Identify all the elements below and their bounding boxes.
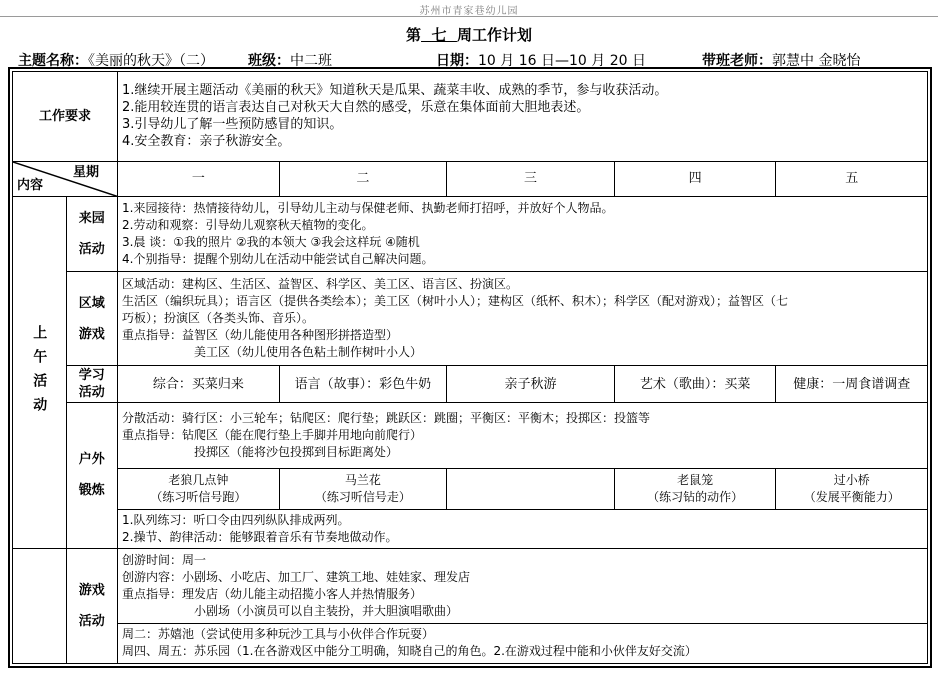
play-line: 创游时间：周一 [122, 552, 207, 567]
area-item: 生活区（编织玩具）；语言区（提供各类绘本）；美工区（树叶小人）；建构区（纸杯、积木）；科学区（配对游戏）；益智区（七 [122, 294, 789, 309]
play-label: 游戏 活动 [66, 548, 118, 663]
outdoor-lines [118, 402, 928, 469]
play-extra [118, 623, 928, 663]
weekly-plan-table [12, 71, 928, 664]
area-item: 区域活动：建构区、生活区、益智区、科学区、美工区、语言区、扮演区。 [122, 277, 519, 292]
day-header: 一 [118, 161, 280, 196]
work-items [118, 72, 928, 162]
work-item: 3.引导幼儿了解一些预防感冒的知识。 [122, 117, 343, 133]
play-line: 重点指导：理发店（幼儿能主动招揽小客人并热情服务） [122, 586, 423, 601]
arrival-label: 来园 活动 [66, 197, 118, 272]
outdoor-drill: 1.队列练习：听口令由四列纵队排成两列。 [122, 512, 350, 527]
page-title [0, 24, 938, 45]
outdoor-game: 过小桥 （发展平衡能力） [776, 469, 928, 509]
outdoor-line: 投掷区（能将沙包投掷到目标距离处） [194, 445, 399, 460]
day-header: 五 [776, 161, 928, 196]
title-week: 七 [431, 26, 447, 44]
outdoor-drills [118, 509, 928, 548]
corner-content-label: 内容 [17, 178, 44, 194]
weekday-corner-cell [13, 161, 118, 196]
title-prefix: 第 [406, 26, 422, 44]
outdoor-game: 马兰花 （练习听信号走） [279, 469, 447, 509]
class-info: 班级：中二班 [248, 53, 332, 69]
day-header: 二 [279, 161, 447, 196]
play-extra-line: 周二：苏嬉池（尝试使用多种玩沙工具与小伙伴合作玩耍） [122, 627, 435, 642]
study-day: 语言（故事）：彩色牛奶 [279, 366, 447, 402]
arrival-items [118, 197, 928, 272]
morning-label-blank [13, 548, 67, 663]
study-day: 综合：买菜归来 [118, 366, 280, 402]
day-header: 四 [614, 161, 776, 196]
area-item: 美工区（幼儿使用各色粘土制作树叶小人） [194, 345, 423, 360]
play-extra-line: 周四、周五：苏乐园（1.在各游戏区中能分工明确，知晓自己的角色。2.在游戏过程中能和小伙伴友好交流） [122, 644, 697, 659]
area-item: 重点指导：益智区（幼儿能使用各种图形拼搭造型） [122, 328, 399, 343]
date-info: 日期：10 月 16 日—10 月 20 日 [436, 53, 646, 69]
outdoor-label: 户外 锻炼 [66, 402, 118, 548]
play-line: 创游内容：小剧场、小吃店、加工厂、建筑工地、娃娃家、理发店 [122, 569, 471, 584]
arrival-item: 4.个别指导：提醒个别幼儿在活动中能尝试自己解决问题。 [122, 251, 434, 266]
study-day: 亲子秋游 [447, 366, 615, 402]
work-item: 2.能用较连贯的语言表达自己对秋天大自然的感受，乐意在集体面前大胆地表述。 [122, 100, 590, 116]
theme-info: 主题名称：《美丽的秋天》（二） [18, 53, 214, 69]
arrival-item: 1.来园接待：热情接待幼儿，引导幼儿主动与保健老师、执勤老师打招呼，并放好个人物品。 [122, 200, 614, 215]
area-items [118, 271, 928, 366]
work-item: 4.安全教育：亲子秋游安全。 [122, 134, 291, 150]
study-label: 学习 活动 [66, 366, 118, 402]
outdoor-line: 重点指导：钻爬区（能在爬行垫上手脚并用地向前爬行） [122, 428, 423, 443]
play-lines [118, 548, 928, 623]
outdoor-game: 老狼几点钟 （练习听信号跑） [118, 469, 280, 509]
outdoor-line: 分散活动：骑行区：小三轮车；钻爬区：爬行垫；跳跃区：跳圈；平衡区：平衡木；投掷区：投篮等 [122, 411, 651, 426]
morning-label: 上午活动 [13, 197, 67, 549]
arrival-item: 3.晨 谈：①我的照片 ②我的本领大 ③我会这样玩 ④随机 [122, 234, 420, 249]
area-label: 区域 游戏 [66, 271, 118, 366]
work-item: 1.继续开展主题活动《美丽的秋天》知道秋天是瓜果、蔬菜丰收、成熟的季节，参与收获活动。 [122, 83, 668, 99]
title-suffix: 周工作计划 [456, 26, 532, 44]
study-day: 健康：一周食谱调查 [776, 366, 928, 402]
play-line: 小剧场（小演员可以自主装扮，并大胆演唱歌曲） [194, 603, 459, 618]
outdoor-game [447, 469, 615, 509]
arrival-item: 2.劳动和观察：引导幼儿观察秋天植物的变化。 [122, 217, 374, 232]
work-label: 工作要求 [13, 72, 118, 162]
area-item: 巧板）；扮演区（各类头饰、音乐）。 [122, 311, 315, 326]
study-day: 艺术（歌曲）：买菜 [614, 366, 776, 402]
day-header: 三 [447, 161, 615, 196]
header-rule [0, 16, 938, 17]
teacher-info: 带班老师：郭慧中 金晓怡 [702, 53, 861, 69]
outdoor-game: 老鼠笼 （练习钻的动作） [614, 469, 776, 509]
corner-weekday-label: 星期 [73, 164, 100, 180]
school-header: 苏州市青家巷幼儿园 [419, 6, 519, 17]
outdoor-drill: 2.操节、韵律活动：能够跟着音乐有节奏地做动作。 [122, 529, 398, 544]
